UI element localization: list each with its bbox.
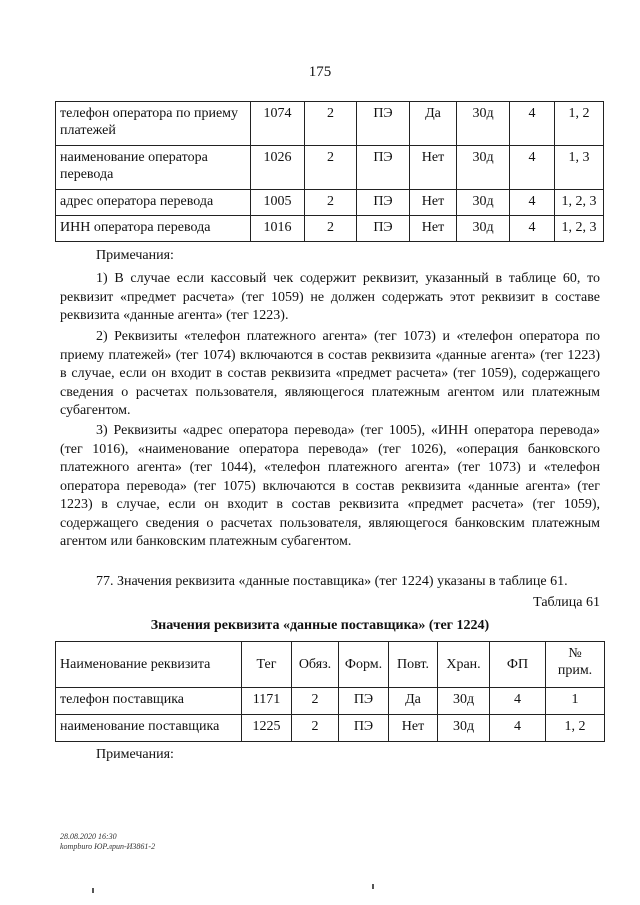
cell-format: ПЭ bbox=[339, 715, 389, 742]
cell-tag: 1016 bbox=[251, 216, 305, 242]
cell-storage: 30д bbox=[438, 688, 490, 715]
cell-req: 2 bbox=[292, 715, 339, 742]
cell-notes: 1, 2, 3 bbox=[555, 190, 604, 216]
header-storage: Хран. bbox=[438, 642, 490, 688]
cell-repeat: Да bbox=[389, 688, 438, 715]
cell-name: наименование оператора перевода bbox=[56, 146, 251, 190]
cell-tag: 1026 bbox=[251, 146, 305, 190]
top-table bbox=[55, 101, 604, 242]
cell-notes: 1, 2 bbox=[555, 102, 604, 146]
cell-fp: 4 bbox=[510, 190, 555, 216]
notes-label: Примечания: bbox=[96, 747, 174, 762]
header-notes bbox=[546, 642, 605, 688]
cell-repeat: Нет bbox=[410, 146, 457, 190]
footer-file-ref: kompburo ЮР.лрип-И3861-2 bbox=[60, 842, 156, 851]
cell-tag: 1074 bbox=[251, 102, 305, 146]
table-row bbox=[56, 146, 604, 190]
cell-req: 2 bbox=[305, 102, 357, 146]
cell-name: телефон поставщика bbox=[56, 688, 242, 715]
table-header-row bbox=[56, 642, 605, 688]
header-req: Обяз. bbox=[292, 642, 339, 688]
cell-tag: 1171 bbox=[242, 688, 292, 715]
cell-notes: 1, 2 bbox=[546, 715, 605, 742]
scan-mark bbox=[372, 884, 374, 889]
header-format: Форм. bbox=[339, 642, 389, 688]
table-row bbox=[56, 216, 604, 242]
cell-format: ПЭ bbox=[357, 216, 410, 242]
cell-storage: 30д bbox=[457, 190, 510, 216]
cell-req: 2 bbox=[305, 146, 357, 190]
header-repeat: Повт. bbox=[389, 642, 438, 688]
cell-req: 2 bbox=[305, 190, 357, 216]
table-row bbox=[56, 102, 604, 146]
cell-req: 2 bbox=[305, 216, 357, 242]
cell-name: адрес оператора перевода bbox=[56, 190, 251, 216]
cell-fp: 4 bbox=[510, 146, 555, 190]
cell-repeat: Нет bbox=[410, 216, 457, 242]
cell-repeat: Нет bbox=[389, 715, 438, 742]
cell-notes: 1, 2, 3 bbox=[555, 216, 604, 242]
cell-storage: 30д bbox=[457, 146, 510, 190]
table-title: Значения реквизита «данные поставщика» (тег 1224) bbox=[150, 618, 490, 633]
cell-fp: 4 bbox=[490, 688, 546, 715]
cell-storage: 30д bbox=[438, 715, 490, 742]
cell-notes: 1 bbox=[546, 688, 605, 715]
cell-repeat: Да bbox=[410, 102, 457, 146]
cell-repeat: Нет bbox=[410, 190, 457, 216]
header-fp: ФП bbox=[490, 642, 546, 688]
cell-storage: 30д bbox=[457, 216, 510, 242]
table-row bbox=[56, 715, 605, 742]
cell-fp: 4 bbox=[510, 102, 555, 146]
footer-stamp bbox=[60, 832, 155, 852]
cell-name: ИНН оператора перевода bbox=[56, 216, 251, 242]
page-number: 175 bbox=[308, 64, 332, 80]
section-77-text: 77. Значения реквизита «данные поставщика» (тег 1224) указаны в таблице 61. bbox=[96, 574, 568, 589]
header-name: Наименование реквизита bbox=[56, 642, 242, 688]
cell-fp: 4 bbox=[510, 216, 555, 242]
bottom-table bbox=[55, 641, 605, 742]
cell-format: ПЭ bbox=[357, 190, 410, 216]
scan-mark bbox=[92, 888, 94, 893]
header-notes-line1: № bbox=[568, 646, 582, 661]
table-row bbox=[56, 190, 604, 216]
notes-label: Примечания: bbox=[96, 248, 174, 263]
note-1: 1) В случае если кассовый чек содержит реквизит, указанный в таблице 60, то реквизит «предмет расчета» (тег 1059) не должен содержать этот реквизит в составе реквизита «данные агента» (тег 1223). bbox=[60, 271, 600, 323]
header-tag: Тег bbox=[242, 642, 292, 688]
note-2: 2) Реквизиты «телефон платежного агента» (тег 1073) и «телефон оператора по приему платежей» (тег 1074) включаются в состав реквизита «данные агента» (тег 1223) в случае, если он входит в состав реквизита «предмет расчета» (тег 1059), содержащего сведения о расчетах пользователя, являющегося платежным агентом или платежным субагентом. bbox=[60, 329, 600, 418]
footer-timestamp: 28.08.2020 16:30 bbox=[60, 832, 117, 841]
table-row bbox=[56, 688, 605, 715]
cell-tag: 1225 bbox=[242, 715, 292, 742]
table-label: Таблица 61 bbox=[533, 595, 600, 610]
cell-storage: 30д bbox=[457, 102, 510, 146]
cell-name: телефон оператора по приему платежей bbox=[56, 102, 251, 146]
cell-format: ПЭ bbox=[357, 146, 410, 190]
cell-fp: 4 bbox=[490, 715, 546, 742]
cell-name: наименование поставщика bbox=[56, 715, 242, 742]
note-3: 3) Реквизиты «адрес оператора перевода» (тег 1005), «ИНН оператора перевода» (тег 1016), «наименование оператора перевода» (тег 1026), «операция банковского платежного агента» (тег 1044), «телефон платежного агента» (тег 1073) и «телефон оператора перевода» (тег 1075) включаются в состав реквизита «данные агента» (тег 1223) в случае, если он входит в состав реквизита «предмет расчета» (тег 1059), содержащего сведения о расчетах пользователя, являющегося банковским платежным агентом или банковским платежным субагентом. bbox=[60, 423, 600, 549]
cell-tag: 1005 bbox=[251, 190, 305, 216]
cell-format: ПЭ bbox=[357, 102, 410, 146]
cell-format: ПЭ bbox=[339, 688, 389, 715]
header-notes-line2: прим. bbox=[557, 663, 593, 678]
cell-req: 2 bbox=[292, 688, 339, 715]
cell-notes: 1, 3 bbox=[555, 146, 604, 190]
